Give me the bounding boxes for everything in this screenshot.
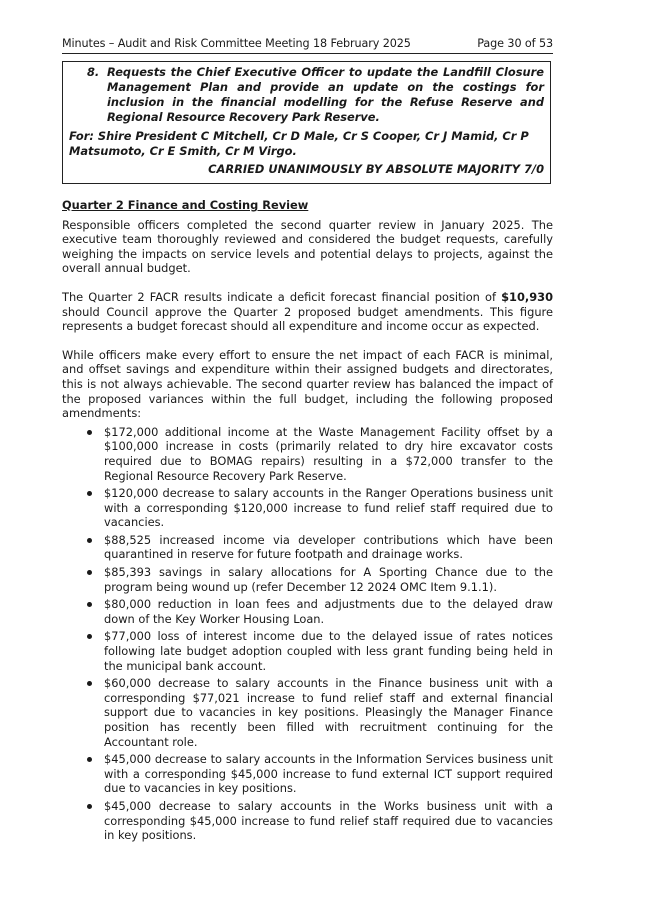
list-item: $60,000 decrease to salary accounts in the Finance business unit with a corresponding $77,021 increase to fund relief staff and external financial support due to vacancies in key positions. Pleasingly the Manager Finance position has recently been filled with recruitment continuing for the Accountant role. [104,676,553,749]
list-item: $85,393 savings in salary allocations for A Sporting Chance due to the program being wound up (refer December 12 2024 OMC Item 9.1.1). [104,565,553,594]
paragraph-1: Responsible officers completed the second quarter review in January 2025. The executive team thoroughly reviewed and considered the budget requests, carefully weighing the impacts on service levels and potential delays to projects, against the overall annual budget. [62,217,553,276]
paragraph-2-text-b: should Council approve the Quarter 2 proposed budget amendments. This figure represents a budget forecast should all expenditure and income occur as expected. [62,304,553,334]
list-item: $45,000 decrease to salary accounts in the Works business unit with a corresponding $45,000 increase to fund relief staff required due to vacancies in key positions. [104,798,553,843]
vote-for-list: For: Shire President C Mitchell, Cr D Male, Cr S Cooper, Cr J Mamid, Cr P Matsumoto, Cr E Smith, Cr M Virgo. [69,129,529,158]
resolution-item [69,65,544,125]
list-item: $45,000 decrease to salary accounts in the Information Services business unit with a corresponding $45,000 increase to fund external ICT support required due to vacancies in key positions. [104,752,553,796]
carried-statement: CARRIED UNANIMOUSLY BY ABSOLUTE MAJORITY 7/0 [208,162,544,176]
resolution-box [62,61,551,184]
list-item: $80,000 reduction in loan fees and adjustments due to the delayed draw down of the Key Worker Housing Loan. [104,597,553,626]
paragraph-3: While officers make every effort to ensure the net impact of each FACR is minimal, and offset savings and expenditure within their assigned budgets and directorates, this is not always achievable. The second quarter review has balanced the impact of the proposed variances within the full budget, including the following proposed amendments: [62,347,553,421]
list-item: $88,525 increased income via developer contributions which have been quarantined in reserve for future footpath and drainage works. [104,532,553,562]
paragraph-2 [62,290,553,334]
main-content [62,198,553,846]
list-item: $77,000 loss of interest income due to the delayed issue of rates notices following late budget adoption coupled with less grant funding being held in the municipal bank account. [104,629,553,673]
resolution-item-text: Requests the Chief Executive Officer to update the Landfill Closure Management Plan and provide an update on the costings for inclusion in the financial modelling for the Refuse Reserve and Regional Resource Recovery Park Reserve. [107,65,544,124]
amendments-list [62,425,553,843]
deficit-amount: $10,930 [501,289,553,304]
list-item: $120,000 decrease to salary accounts in the Ranger Operations business unit with a corresponding $120,000 increase to fund relief staff required due to vacancies. [104,486,553,530]
list-item: $172,000 additional income at the Waste Management Facility offset by a $100,000 increase in costs (primarily related to dry hire excavator costs required due to BOMAG repairs) resulting in a $72,000 transfer to the Regional Resource Recovery Park Reserve. [104,424,553,483]
document-title: Minutes – Audit and Risk Committee Meeting 18 February 2025 [62,37,411,50]
resolution-item-number: 8. [87,65,100,79]
page-number: Page 30 of 53 [477,37,553,50]
page-header [62,37,553,54]
paragraph-2-text-a: The Quarter 2 FACR results indicate a deficit forecast financial position of [62,289,502,304]
section-title: Quarter 2 Finance and Costing Review [62,198,309,212]
